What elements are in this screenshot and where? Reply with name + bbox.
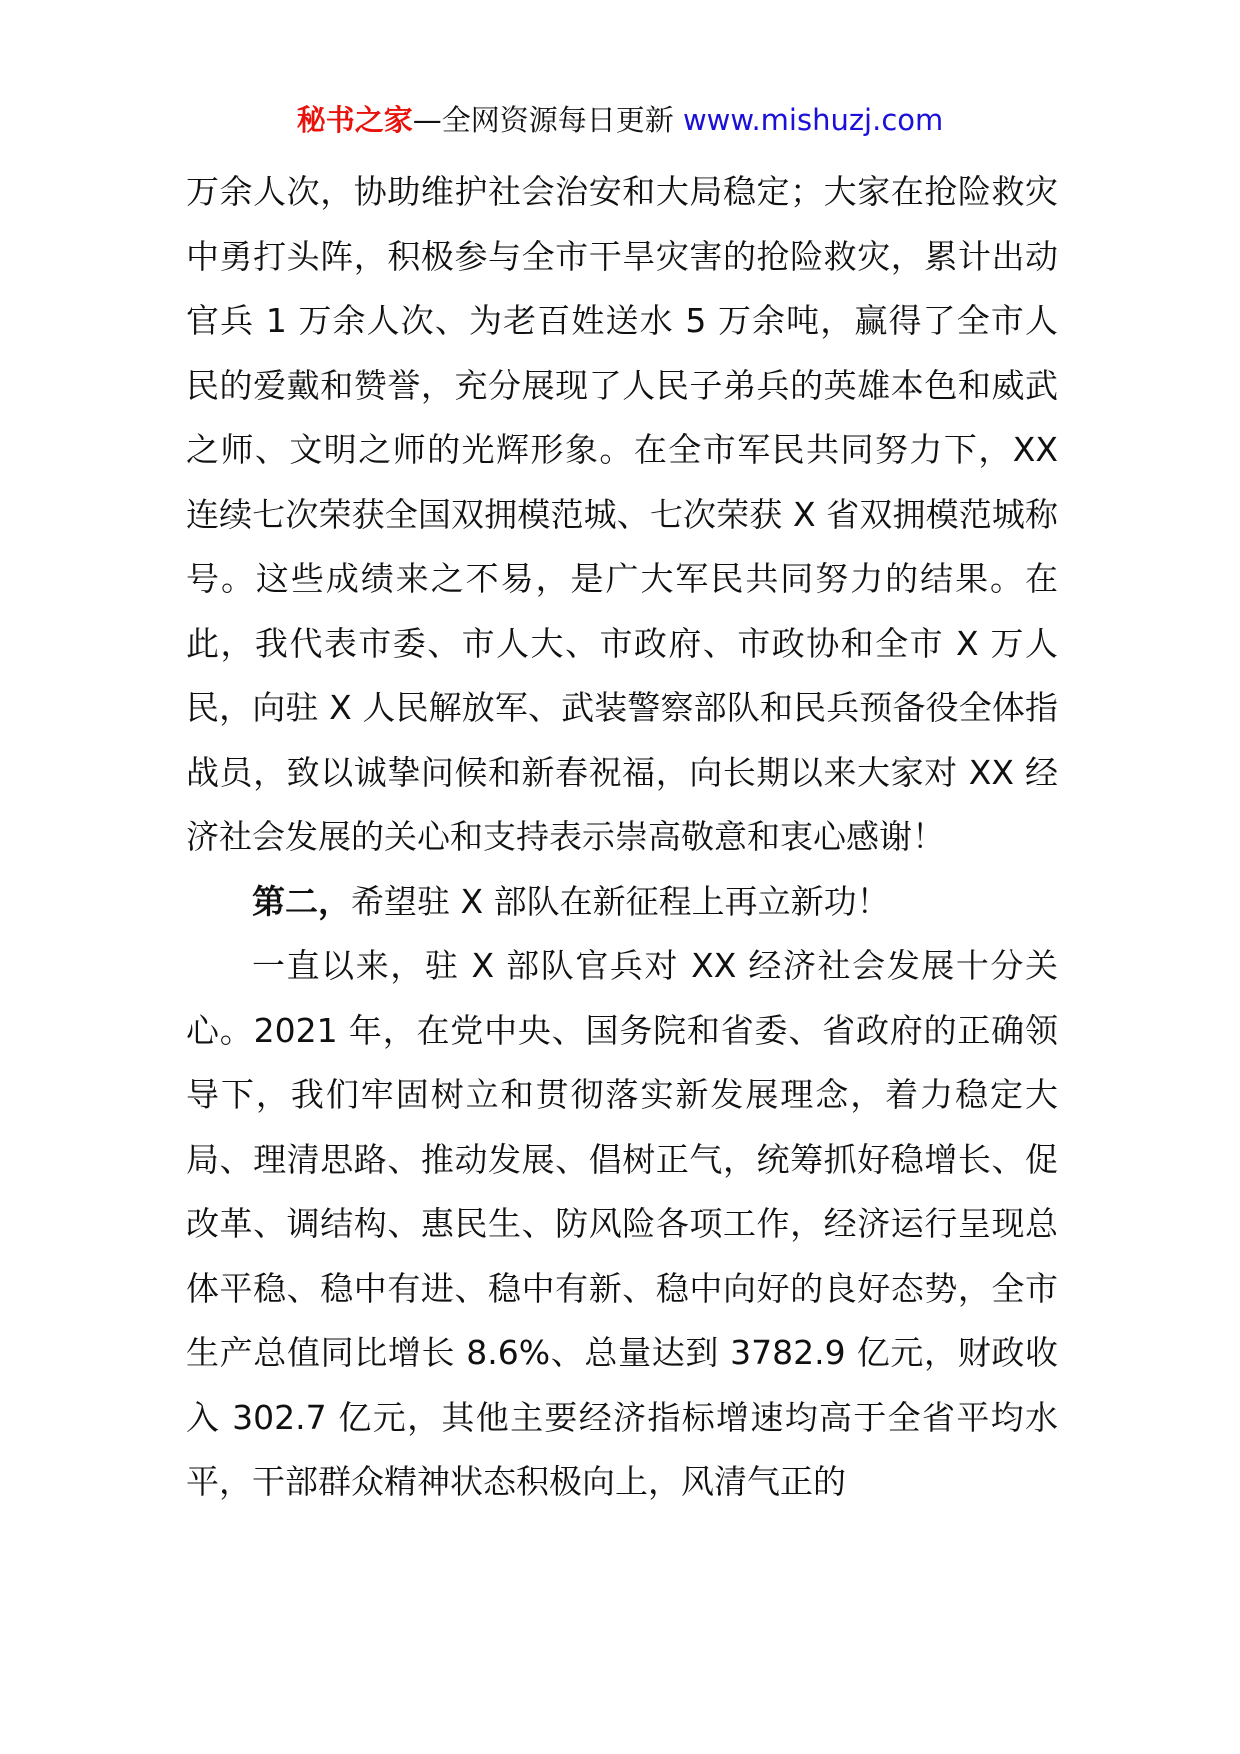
header-slogan: —全网资源每日更新	[412, 103, 683, 137]
section-heading-lead: 第二，	[252, 881, 351, 921]
paragraph: 一直以来，驻 X 部队官兵对 XX 经济社会发展十分关心。2021 年，在党中央、国务院和省委、省政府的正确领导下，我们牢固树立和贯彻落实新发展理念，着力稳定大局、理清思路、推动发展、倡树正气，统筹抓好稳增长、促改革、调结构、惠民生、防风险各项工作，经济运行呈现总体平稳、稳中有进、稳中有新、稳中向好的良好态势，全市生产总值同比增长 8.6%、总量达到 3782.9 亿元，财政收入 302.7 亿元，其他主要经济指标增速均高于全省平均水平，干部群众精神状态积极向上，风清气正的	[186, 946, 1058, 1501]
brand-name: 秘书之家	[296, 103, 413, 137]
section-heading	[186, 870, 1058, 935]
page-header	[0, 100, 1240, 140]
paragraph-continued: 万余人次，协助维护社会治安和大局稳定；大家在抢险救灾中勇打头阵，积极参与全市干旱灾害的抢险救灾，累计出动官兵 1 万余人次、为老百姓送水 5 万余吨，赢得了全市人民的爱戴和赞誉，充分展现了人民子弟兵的英雄本色和威武之师、文明之师的光辉形象。在全市军民共同努力下，XX 连续七次荣获全国双拥模范城、七次荣获 X 省双拥模范城称号。这些成绩来之不易，是广大军民共同努力的结果。在此，我代表市委、市人大、市政府、市政协和全市 X 万人民，向驻 X 人民解放军、武装警察部队和民兵预备役全体指战员，致以诚挚问候和新春祝福，向长期以来大家对 XX 经济社会发展的关心和支持表示崇高敬意和衷心感谢！	[186, 172, 1058, 856]
document-body	[186, 160, 1058, 1515]
section-heading-text: 希望驻 X 部队在新征程上再立新功！	[351, 881, 890, 921]
website-link[interactable]: www.mishuzj.com	[682, 103, 944, 137]
